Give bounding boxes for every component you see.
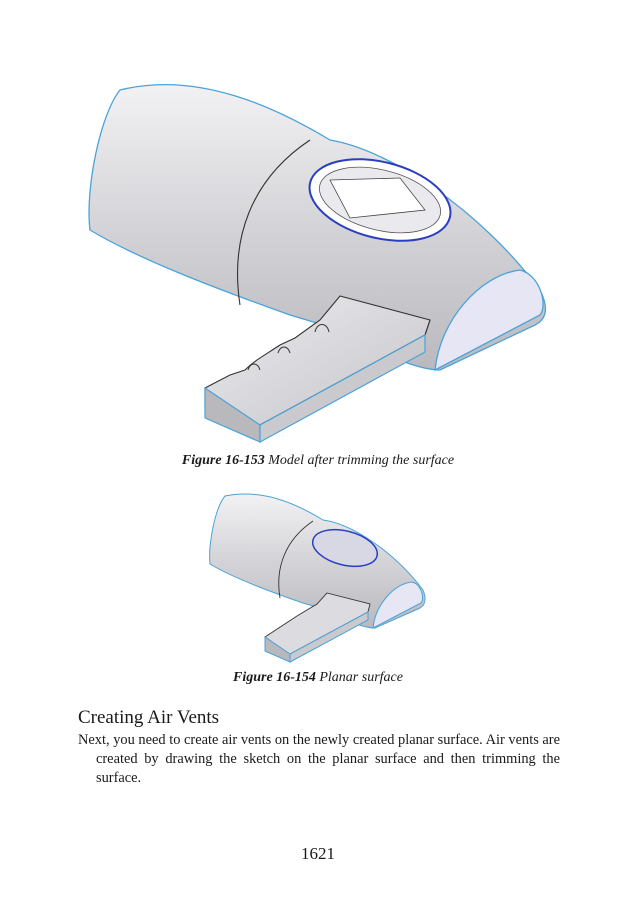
figure-16-154-caption bbox=[0, 670, 636, 686]
figure-16-153-caption bbox=[0, 453, 636, 469]
section-heading: Creating Air Vents bbox=[78, 707, 220, 728]
figure-caption-text: Planar surface bbox=[315, 670, 403, 685]
page-number: 1621 bbox=[301, 844, 335, 863]
figure-number: Figure 16-153 bbox=[181, 453, 265, 468]
figure-16-154-planar-surface-image bbox=[205, 488, 440, 668]
figure-caption-text: Model after trimming the surface bbox=[264, 453, 455, 468]
figure-16-153-model-image bbox=[80, 70, 560, 455]
figure-number: Figure 16-154 bbox=[233, 670, 316, 685]
body-paragraph: Next, you need to create air vents on the newly created planar surface. Air vents are created by drawing the sketch on the planar surface and then trimming the surface. bbox=[78, 732, 560, 786]
